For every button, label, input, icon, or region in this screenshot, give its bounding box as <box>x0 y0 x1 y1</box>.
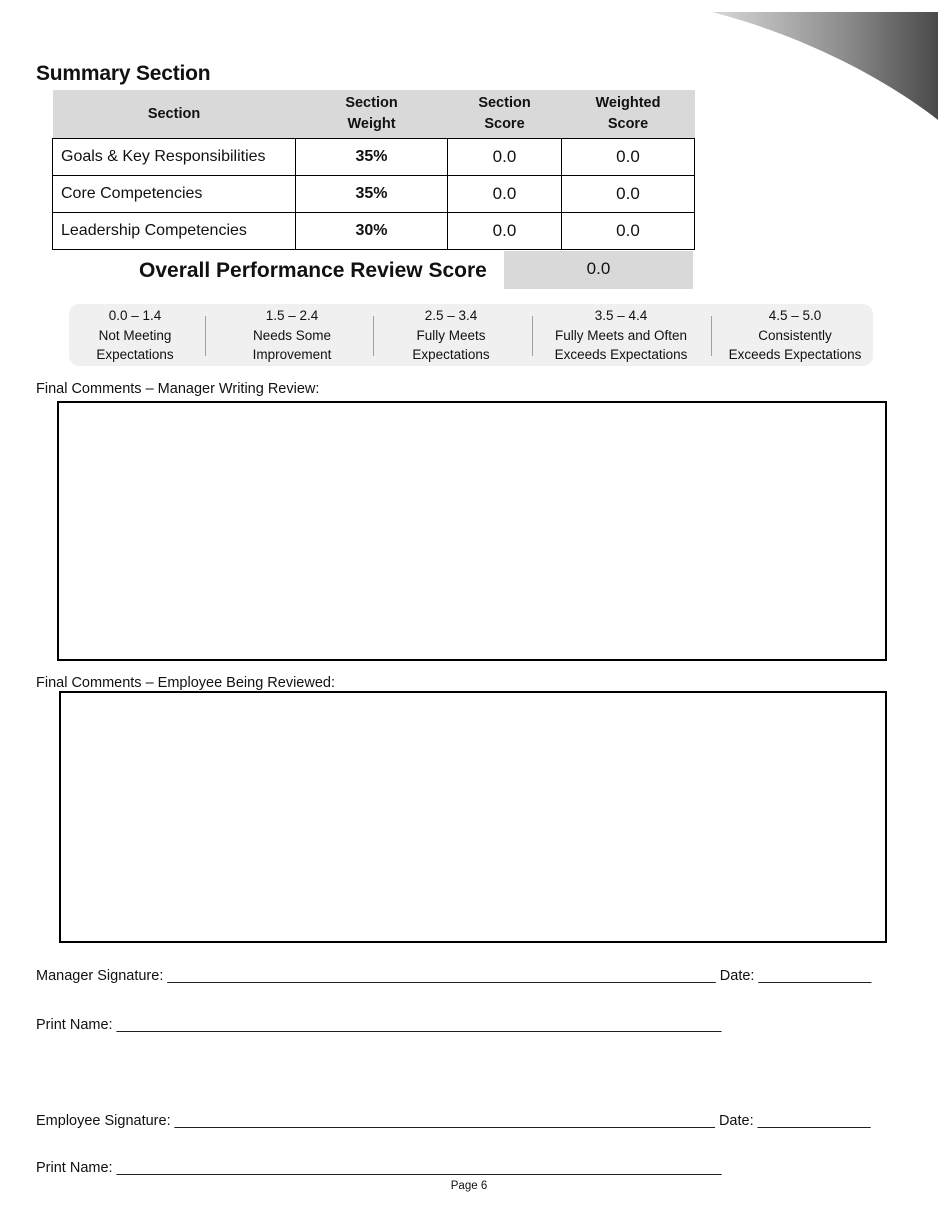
scale-segment <box>537 304 705 368</box>
row-section-name: Goals & Key Responsibilities <box>53 139 296 176</box>
header-section-weight: Section Weight <box>296 90 448 139</box>
scale-divider <box>532 316 533 356</box>
scale-segment <box>69 304 201 368</box>
header-section: Section <box>53 90 296 139</box>
employee-print-name-line[interactable]: Print Name: ___________________________________________________________________________ <box>36 1160 722 1176</box>
row-weighted-score: 0.0 <box>562 213 695 250</box>
scale-range: 2.5 – 3.4 <box>424 308 478 323</box>
scale-desc-line1: Fully Meets <box>416 327 486 343</box>
scale-divider <box>205 316 206 356</box>
row-section-weight: 30% <box>296 213 448 250</box>
row-section-score[interactable]: 0.0 <box>448 176 562 213</box>
row-section-score[interactable]: 0.0 <box>448 213 562 250</box>
manager-comments-box[interactable] <box>57 401 887 661</box>
header-weighted-score: Weighted Score <box>562 90 695 139</box>
scale-range: 3.5 – 4.4 <box>594 308 648 323</box>
scale-divider <box>373 316 374 356</box>
row-section-weight: 35% <box>296 176 448 213</box>
rating-scale-legend <box>69 304 873 366</box>
overall-score-label: Overall Performance Review Score <box>139 259 487 282</box>
row-section-name: Leadership Competencies <box>53 213 296 250</box>
summary-table <box>52 90 695 250</box>
employee-comments-label: Final Comments – Employee Being Reviewed: <box>36 675 335 691</box>
scale-desc-line2: Expectations <box>412 347 490 362</box>
row-weighted-score: 0.0 <box>562 139 695 176</box>
table-header-row <box>53 90 695 139</box>
scale-desc-line1: Needs Some <box>252 327 332 343</box>
scale-range: 1.5 – 2.4 <box>265 308 319 323</box>
scale-desc-line2: Improvement <box>252 347 332 362</box>
manager-print-name-line[interactable]: Print Name: ___________________________________________________________________________ <box>36 1017 722 1033</box>
table-row <box>53 176 695 213</box>
table-row <box>53 213 695 250</box>
manager-comments-label: Final Comments – Manager Writing Review: <box>36 381 320 397</box>
scale-desc-line2: Exceeds Expectations <box>554 347 688 362</box>
row-section-weight: 35% <box>296 139 448 176</box>
overall-score-value: 0.0 <box>504 251 693 289</box>
scale-desc-line1: Consistently <box>758 327 832 343</box>
manager-signature-line[interactable]: Manager Signature: ____________________________________________________________________ Date: ______________ <box>36 968 872 984</box>
scale-segment <box>219 304 365 368</box>
table-row <box>53 139 695 176</box>
employee-signature-line[interactable]: Employee Signature: ___________________________________________________________________ Date: ______________ <box>36 1113 871 1129</box>
scale-desc-line1: Not Meeting <box>98 327 172 343</box>
scale-divider <box>711 316 712 356</box>
header-section-score: Section Score <box>448 90 562 139</box>
row-section-name: Core Competencies <box>53 176 296 213</box>
scale-desc-line1: Fully Meets and Often <box>554 327 688 343</box>
row-weighted-score: 0.0 <box>562 176 695 213</box>
corner-swoosh-decoration <box>700 0 950 130</box>
page-number: Page 6 <box>450 1180 488 1192</box>
scale-segment <box>717 304 873 368</box>
page-title: Summary Section <box>36 62 211 85</box>
scale-range: 0.0 – 1.4 <box>108 308 162 323</box>
employee-comments-box[interactable] <box>59 691 887 943</box>
scale-desc-line2: Exceeds Expectations <box>728 347 862 362</box>
scale-desc-line2: Expectations <box>96 347 174 362</box>
row-section-score[interactable]: 0.0 <box>448 139 562 176</box>
scale-segment <box>379 304 523 368</box>
scale-range: 4.5 – 5.0 <box>768 308 822 323</box>
